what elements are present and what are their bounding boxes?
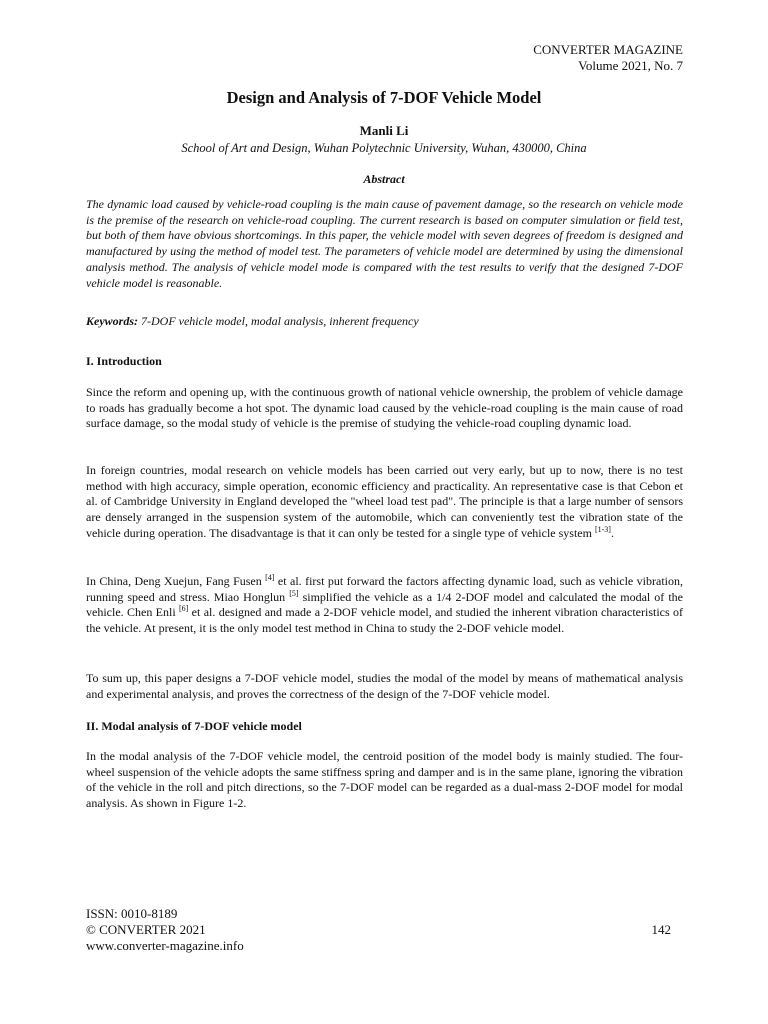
section-heading-introduction: I. Introduction (86, 354, 162, 368)
keywords (86, 314, 683, 330)
citation: [5] (289, 588, 299, 598)
modal-paragraph-1: In the modal analysis of the 7-DOF vehicle model, the centroid position of the model body is mainly studied. The four-wheel suspension of the vehicle adopts the same stiffness spring and damper and is in the same plane, ignoring the vibration of the vehicle in the roll and pitch directions, so the 7-DOF model can be regarded as a dual-mass 2-DOF model for modal analysis. As shown in Figure 1-2. (86, 749, 683, 811)
intro-paragraph-2 (86, 463, 683, 542)
journal-volume: Volume 2021, No. 7 (578, 58, 683, 73)
keywords-text: 7-DOF vehicle model, modal analysis, inherent frequency (138, 314, 419, 328)
intro-paragraph-4: To sum up, this paper designs a 7-DOF vehicle model, studies the modal of the model by means of mathematical analysis and experimental analysis, and proves the correctness of the design of the 7-DOF vehicle model. (86, 671, 683, 701)
citation: [4] (265, 573, 275, 582)
section-heading-modal-analysis: II. Modal analysis of 7-DOF vehicle model (86, 719, 302, 733)
paragraph-text: In China, Deng Xuejun, Fang Fusen (86, 574, 266, 588)
journal-header (533, 42, 683, 74)
paragraph-text: et al. first put forward the factors affecting dynamic load, such as vehicle vibration, running speed and stress. Miao Honglun (86, 574, 684, 604)
intro-paragraph-3 (86, 574, 683, 637)
copyright: © CONVERTER 2021 (86, 922, 206, 937)
author-name: Manli Li (359, 123, 409, 138)
paragraph-text: In foreign countries, modal research on vehicle models has been carried out very early, but up to now, there is no test method with high accuracy, simple operation, economic efficiency and practicality. An representative case is that Cebon et al. of Cambridge University in England developed the "wheel load test pad". The principle is that a large number of sensors are densely arranged in the suspension system of the automobile, which can conveniently test the vibration state of the vehicle during operation. The disadvantage is that it can only be tested for a single type of vehicle system (86, 463, 683, 540)
paragraph-text: . (610, 525, 614, 540)
page-footer (86, 906, 244, 954)
journal-name: CONVERTER MAGAZINE (533, 42, 683, 57)
website: www.converter-magazine.info (86, 938, 244, 953)
author-affiliation: School of Art and Design, Wuhan Polytechnic University, Wuhan, 430000, China (181, 141, 587, 155)
paper-title: Design and Analysis of 7-DOF Vehicle Model (226, 88, 542, 107)
paragraph-text: et al. designed and made a 2-DOF vehicle model, and studied the inherent vibration characteristics of the vehicle. At present, it is the only model test method in China to study the 2-DOF vehicle model. (86, 605, 684, 636)
citation: [6] (179, 604, 189, 614)
intro-paragraph-1: Since the reform and opening up, with the continuous growth of national vehicle ownership, the problem of vehicle damage to roads has gradually become a hot spot. The dynamic load caused by the vehicle-road coupling is the main cause of road surface damage, so the modal study of vehicle is the premise of studying the vehicle-road coupling dynamic load. (86, 385, 683, 431)
keywords-label: Keywords: (86, 314, 138, 328)
issn: ISSN: 0010-8189 (86, 906, 178, 921)
citation: [1-3] (594, 524, 611, 534)
abstract-heading: Abstract (363, 172, 405, 186)
page-number: 142 (651, 922, 671, 937)
abstract-text: The dynamic load caused by vehicle-road coupling is the main cause of pavement damage, so the research on vehicle mode is the premise of the research on vehicle-road coupling. The current research is based on computer simulation or field test, but both of them have obvious shortcomings. In this paper, the vehicle model with seven degrees of freedom is designed and manufactured by using the method of model test. The parameters of vehicle model are determined by using the dimensional analysis method. The analysis of vehicle model mode is compared with the test results to verify that the designed 7-DOF vehicle model is reasonable. (86, 197, 683, 290)
paragraph-text: simplified the vehicle as a 1/4 2-DOF model and calculated the modal of the vehicle. Chen Enli (86, 589, 683, 620)
